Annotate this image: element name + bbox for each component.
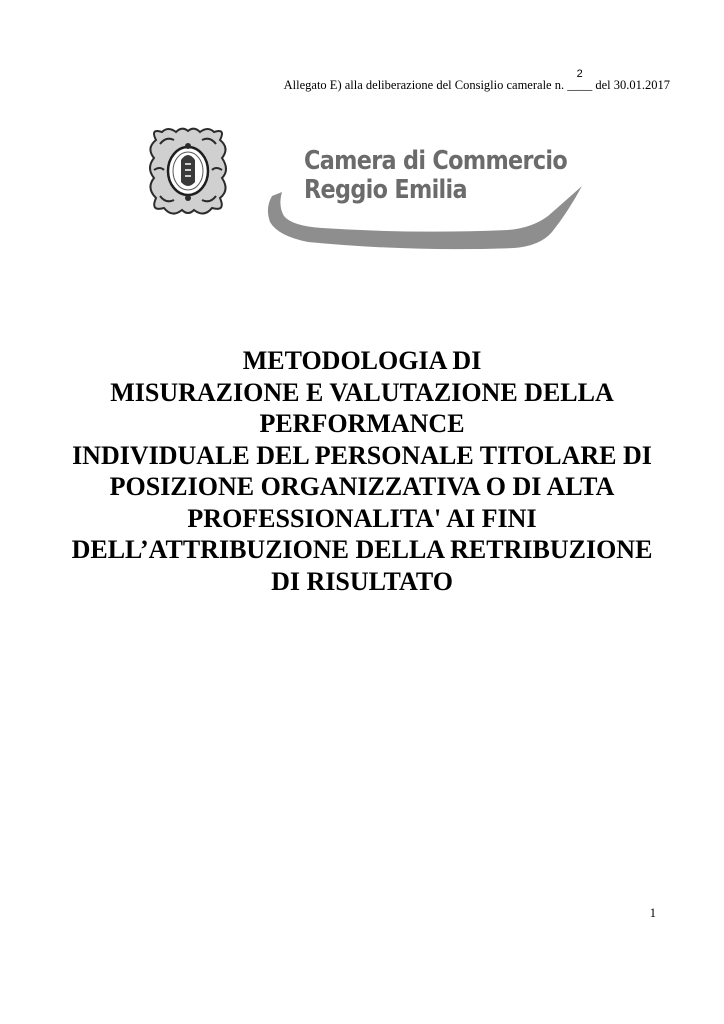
title-line-7: DELL’ATTRIBUZIONE DELLA RETRIBUZIONE [71, 535, 653, 564]
chamber-logo [146, 120, 582, 256]
document-header [283, 68, 670, 93]
header-text-after: del 30.01.2017 [595, 78, 670, 92]
title-line-2: MISURAZIONE E VALUTAZIONE DELLA [110, 377, 614, 407]
resolution-number: 2 [576, 68, 583, 80]
chamber-name-line1: Camera di Commercio [304, 146, 568, 176]
logo-swoosh [262, 186, 582, 256]
resolution-number-blank: ____ [567, 78, 593, 92]
title-line-8: DI RISULTATO [271, 566, 453, 596]
document-title [40, 345, 684, 597]
title-line-1: METODOLOGIA DI [242, 346, 482, 375]
resolution-number-field [567, 68, 593, 93]
chamber-name-line2: Reggio Emilia [304, 175, 467, 205]
page-number: 1 [649, 906, 656, 920]
title-line-3: PERFORMANCE [259, 409, 465, 438]
title-line-4: INDIVIDUALE DEL PERSONALE TITOLARE DI [72, 440, 652, 470]
title-line-5: POSIZIONE ORGANIZZATIVA O DI ALTA [109, 472, 615, 501]
title-line-6: PROFESSIONALITA' AI FINI [187, 503, 537, 533]
coat-of-arms-seal-icon [146, 126, 230, 218]
header-text-before: Allegato E) alla deliberazione del Consiglio camerale n. [283, 78, 565, 92]
